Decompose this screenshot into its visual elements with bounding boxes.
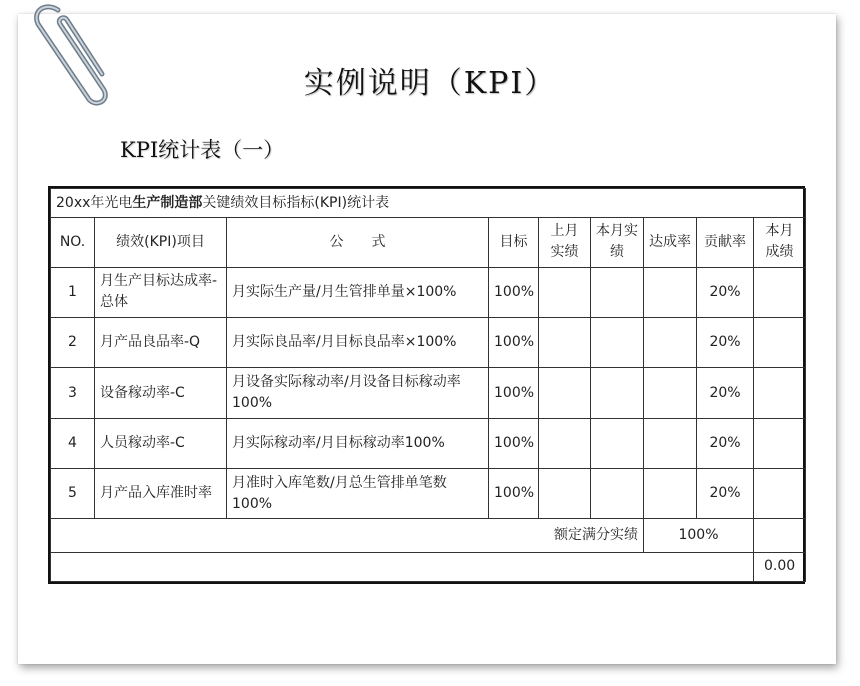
row-rate bbox=[644, 418, 697, 468]
caption-suffix: 关键绩效目标指标(KPI)统计表 bbox=[202, 194, 390, 211]
total-row bbox=[51, 552, 806, 581]
section-subtitle: KPI统计表（一） bbox=[120, 138, 285, 162]
row-item: 设备稼动率-C bbox=[95, 368, 227, 418]
row-weight: 20% bbox=[697, 418, 754, 468]
row-weight: 20% bbox=[697, 317, 754, 367]
header-last-month: 上月实绩 bbox=[539, 218, 591, 267]
row-current bbox=[591, 368, 644, 418]
row-target: 100% bbox=[489, 267, 539, 317]
header-this-month: 本月实绩 bbox=[591, 218, 644, 267]
row-rate bbox=[644, 469, 697, 519]
header-item: 绩效(KPI)项目 bbox=[95, 218, 227, 267]
row-last bbox=[539, 267, 591, 317]
header-formula: 公 式 bbox=[227, 218, 489, 267]
row-weight: 20% bbox=[697, 469, 754, 519]
row-score bbox=[754, 317, 806, 367]
caption-department: 生产制造部 bbox=[132, 194, 203, 211]
row-score bbox=[754, 267, 806, 317]
row-item: 月生产目标达成率-总体 bbox=[95, 267, 227, 317]
row-formula: 月实际稼动率/月目标稼动率100% bbox=[227, 418, 489, 468]
total-spacer bbox=[51, 552, 754, 581]
caption-prefix: 20xx年光电 bbox=[56, 194, 133, 211]
row-weight: 20% bbox=[697, 368, 754, 418]
row-item: 人员稼动率-C bbox=[95, 418, 227, 468]
row-score bbox=[754, 469, 806, 519]
row-item: 月产品良品率-Q bbox=[95, 317, 227, 367]
row-no: 1 bbox=[51, 267, 95, 317]
row-rate bbox=[644, 317, 697, 367]
row-formula: 月准时入库笔数/月总生管排单笔数100% bbox=[227, 469, 489, 519]
kpi-table bbox=[50, 188, 806, 582]
summary-empty bbox=[754, 519, 806, 552]
row-rate bbox=[644, 267, 697, 317]
header-contribution-rate: 贡献率 bbox=[697, 218, 754, 267]
table-row bbox=[51, 267, 806, 317]
row-score bbox=[754, 368, 806, 418]
row-rate bbox=[644, 368, 697, 418]
total-score: 0.00 bbox=[754, 552, 806, 581]
row-formula: 月设备实际稼动率/月设备目标稼动率100% bbox=[227, 368, 489, 418]
header-no: NO. bbox=[51, 218, 95, 267]
row-no: 3 bbox=[51, 368, 95, 418]
row-current bbox=[591, 317, 644, 367]
summary-value: 100% bbox=[644, 519, 754, 552]
row-target: 100% bbox=[489, 317, 539, 367]
summary-label: 额定满分实绩 bbox=[51, 519, 644, 552]
table-row bbox=[51, 317, 806, 367]
row-weight: 20% bbox=[697, 267, 754, 317]
row-no: 2 bbox=[51, 317, 95, 367]
table-row bbox=[51, 469, 806, 519]
row-current bbox=[591, 267, 644, 317]
row-score bbox=[754, 418, 806, 468]
row-no: 5 bbox=[51, 469, 95, 519]
row-current bbox=[591, 469, 644, 519]
row-formula: 月实际良品率/月目标良品率×100% bbox=[227, 317, 489, 367]
summary-row bbox=[51, 519, 806, 552]
row-target: 100% bbox=[489, 469, 539, 519]
header-achievement-rate: 达成率 bbox=[644, 218, 697, 267]
row-item: 月产品入库准时率 bbox=[95, 469, 227, 519]
table-header-row bbox=[51, 218, 806, 267]
page-title: 实例说明（KPI） bbox=[303, 66, 557, 101]
row-last bbox=[539, 368, 591, 418]
header-score: 本月成绩 bbox=[754, 218, 806, 267]
row-formula: 月实际生产量/月生管排单量×100% bbox=[227, 267, 489, 317]
kpi-table-frame bbox=[48, 186, 805, 584]
table-row bbox=[51, 418, 806, 468]
header-target: 目标 bbox=[489, 218, 539, 267]
table-caption bbox=[51, 189, 806, 218]
row-target: 100% bbox=[489, 368, 539, 418]
table-row bbox=[51, 368, 806, 418]
row-target: 100% bbox=[489, 418, 539, 468]
row-last bbox=[539, 418, 591, 468]
row-last bbox=[539, 317, 591, 367]
row-current bbox=[591, 418, 644, 468]
row-last bbox=[539, 469, 591, 519]
row-no: 4 bbox=[51, 418, 95, 468]
